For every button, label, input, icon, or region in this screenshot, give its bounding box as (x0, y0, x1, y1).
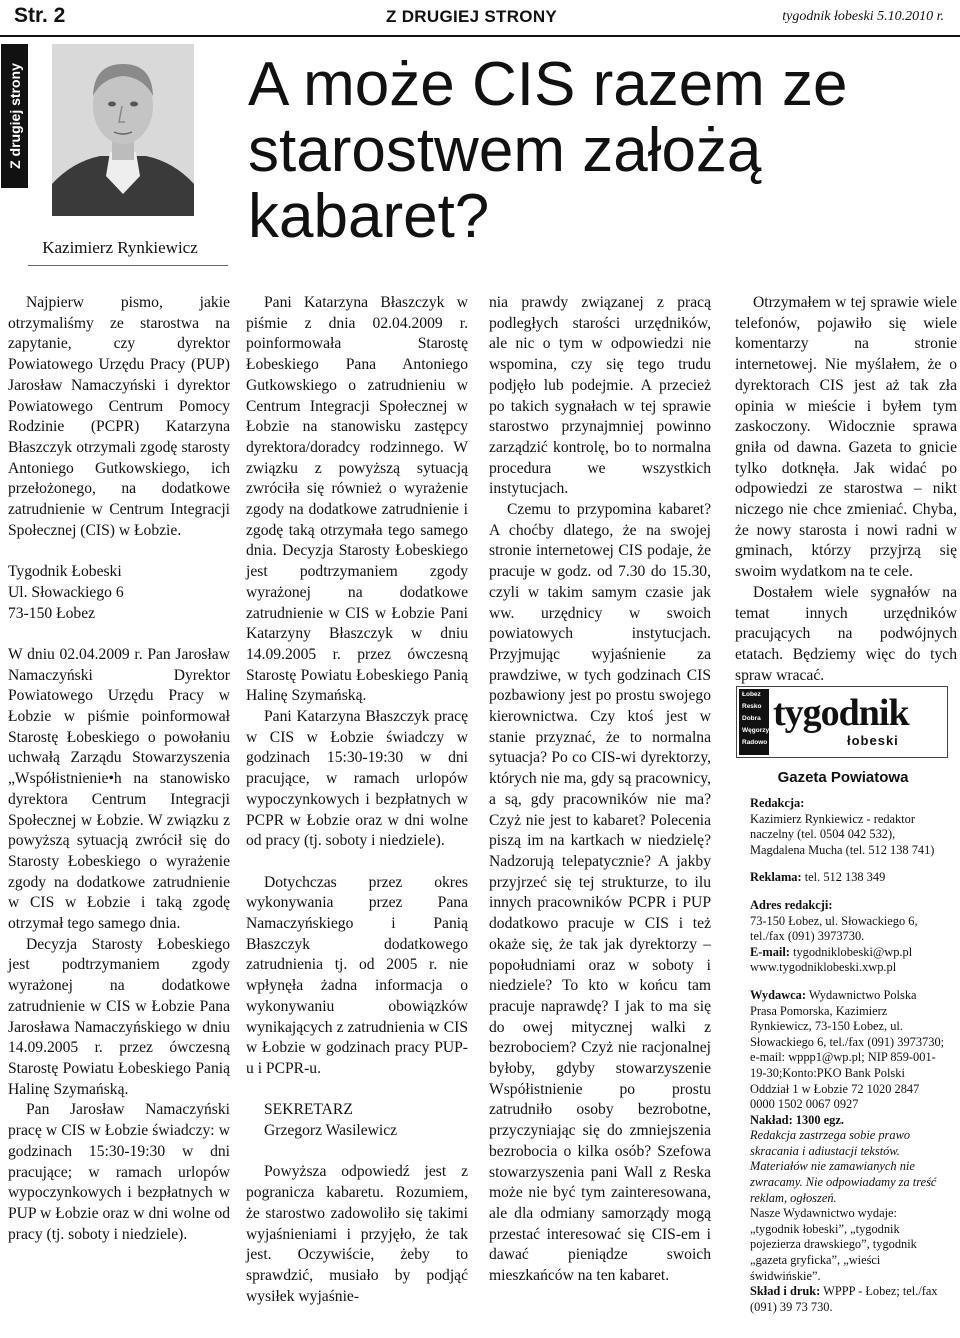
paragraph: Najpierw pismo, jakie otrzymaliśmy ze starostwa na zapytanie, czy dyrektor Powiatowego Urzędu Pracy (PUP) Jarosław Namaczyński i dyrektor Powiatowego Centrum Pomocy Rodzinie (PCPR) Katarzyna Błaszczyk otrzymali zgodę starosty Antoniego Gutkowskiego, ich przełożonego, na dodatkowe zatrudnienie w Centrum Integracji Społecznej (CIS) w Łobzie. (8, 294, 230, 539)
imprint-title: Gazeta Powiatowa (777, 769, 909, 786)
author-photo (52, 44, 194, 216)
imprint-box (734, 686, 952, 1334)
article-column-3 (489, 293, 711, 1287)
page-number: Str. 2 (14, 4, 66, 27)
address-line: 73-150 Łobez (8, 604, 96, 622)
reklama-text: tel. 512 138 349 (804, 870, 886, 885)
signature-name: Grzegorz Wasilewicz (264, 1122, 398, 1140)
logo-town: Resko (742, 703, 762, 710)
paragraph: Dotychczas przez okres wykonywania przez Pana Namaczyńskiego i Panią Błaszczyk dodatkowego zatrudnienia tj. od 2005 r. nie wpłynęła żadna informacja o wykonywaniu obowiązków wynikających z zatrudnienia w CIS w Łobzie w godzinach pracy PUP-u i PCPR-u. (246, 873, 468, 1077)
logo-subtitle: łobeski (847, 733, 899, 748)
section-title: Z DRUGIEJ STRONY (386, 7, 558, 26)
email-text: tygodniklobeski@wp.pl (793, 944, 913, 959)
article-column-2 (246, 293, 468, 1307)
article-headline: A może CIS razem ze starostwem założą kabaret? (248, 50, 848, 251)
naklad: Nakład: 1300 egz. (750, 1112, 844, 1127)
paragraph: Pan Jarosław Namaczyński pracę w CIS w Łobzie świadczy: w godzinach 15:30-19:30 w dni pracujące; w ramach urlopów wypoczynkowych i bezpłatnych w PUP w Łobzie oraz w dni wolne od pracy (tj. soboty i niedziele). (8, 1101, 230, 1243)
issue-date: tygodnik łobeski 5.10.2010 r. (782, 9, 944, 24)
wydawca-text: Wydawnictwo Polska Prasa Pomorska, Kazimierz Rynkiewicz, 73-150 Łobez, ul. Słowackiego 6, tel./fax (091) 3973730; e-mail: wppp1@wp.pl; NIP 859-001-19-30;Konto:PKO Bank Polski Oddział 1 w Łobzie 72 1020 2847 0000 1502 0067 0927 (750, 987, 945, 1112)
website-link: www.tygodniklobeski.xwp.pl (750, 960, 897, 975)
imprint-body (750, 796, 946, 1315)
column-tab-label: Z drugiej strony (6, 63, 23, 169)
paragraph: Pani Katarzyna Błaszczyk pracę w CIS w Łobzie świadczy w godzinach 15:30-19:30 w dni pracujące, w ramach urlopów wypoczynkowych i bezpłatnych w PCPR w Łobzie oraz w dni wolne od pracy (tj. soboty i niedziele). (246, 708, 468, 850)
paragraph: Dostałem wiele sygnałów na temat innych urzędników pracujących na podwójnych etatach. Będziemy więc do tych spraw wracać. (735, 583, 957, 684)
adres-label: Adres redakcji: (750, 897, 833, 912)
newspaper-logo (736, 686, 948, 758)
header-rule (0, 35, 960, 37)
logo-town-list (739, 689, 784, 755)
redakcja-text: Kazimierz Rynkiewicz - redaktor naczelny (tel. 0504 042 532), Magdalena Mucha (tel. 512 138 741) (750, 811, 935, 857)
logo-town: Łobez (742, 691, 761, 698)
article-column-1 (8, 293, 230, 1245)
redakcja-label: Redakcja: (750, 796, 805, 810)
druk-label: Skład i druk: (750, 1284, 821, 1299)
address-line: Tygodnik Łobeski (8, 563, 122, 581)
paragraph: W dniu 02.04.2009 r. Pan Jarosław Namaczyński Dyrektor Powiatowego Urzędu Pracy w Łobzie w piśmie poinformował Starostę Łobeskiego o powołaniu uchwałą Zarządu Stowarzyszenia „Współistnienie•h na stanowisko dyrektora Centrum Integracji Społecznej w Łobzie. W związku z powyższą sytuacją zwrócił się do Starosty Łobeskiego o wyrażenie zgody na dodatkowe zatrudnienie w CIS w Łobzie i taką zgodę otrzymał tego samego dnia. (8, 645, 230, 933)
logo-town: Węgorzyno (742, 727, 778, 734)
article-column-4 (735, 293, 957, 686)
reklama-label: Reklama: (750, 870, 802, 885)
paragraph: Otrzymałem w tej sprawie wiele telefonów, pojawiło się wiele komentarzy na stronie internetowej. Nie myślałem, że o dyrektorach CIS jest aż tak zła opinia w mieście i byłem tym zaskoczony. Widocznie sprawa gniła od dawna. Gazeta to gnicie tylko dotknęła. Jak widać po odpowiedzi ze starostwa – nikt niczego nie chce zmieniać. Chyba, że nowy starosta i nowi radni w gminach, którzy przyjrzą się swoim wydatkom na te cele. (735, 294, 957, 581)
paragraph: Decyzja Starosty Łobeskiego jest podtrzymaniem zgody wyrażonej na dodatkowe zatrudnienie w CIS w Łobzie Pana Jarosława Namaczyńskiego w dniu 14.09.2005 r. przez ówczesną Starostę Powiatu Łobeskiego Panią Halinę Szymańską. (8, 935, 230, 1098)
paragraph: nia prawdy związanej z pracą podległych starości urzędników, ale nic o tym w odpowiedzi nie wspomina, czy się tego trudu podjęło lub podejmie. A przecież po takich sygnałach w tej sprawie starostwo przynajmniej powinno zarządzić kontrolę, bo to normalna procedura we wszystkich instytucjach. (489, 294, 711, 498)
druk-text: WPPP - Łobez; tel./fax (091) 39 73 730. (750, 1284, 938, 1314)
wydawca-label: Wydawca: (750, 987, 806, 1002)
signature-title: SEKRETARZ (264, 1101, 353, 1119)
address-line: Ul. Słowackiego 6 (8, 583, 124, 601)
adres-text: 73-150 Łobez, ul. Słowackiego 6, tel./fax (091) 3973730. (750, 913, 918, 944)
author-name: Kazimierz Rynkiewicz (42, 238, 198, 257)
logo-town: Radowo Małe (742, 739, 784, 746)
author-rule (28, 265, 228, 266)
disclaimer: Redakcja zastrzega sobie prawo skracania i adiustacji tekstów. Materiałów nie zamawianych nie zwracamy. Nie odpowiadamy za treść reklam, ogłoszeń. (750, 1128, 937, 1205)
logo-town: Dobra (742, 715, 761, 722)
paragraph: Czemu to przypomina kabaret? A choćby dlatego, że na swojej stronie internetowej CIS podaje, że pracuje w godz. od 7.30 do 15.30, czyli w takim samym czasie jak ww. urzędnicy w swoich powiatowych instytucjach. Przyjmując wyjaśnienie za prawdziwe, w tych godzinach CIS pozbawiony jest po prostu swojego kierownictwa. Czy ktoś jest w stanie przyznać, że to normalna sytuacja? Po co CIS-wi dyrektorzy, których nie ma, gdy są pracownicy, a są, gdy pracowników nie ma? Czyż nie jest to kabaret? Polecenia piszą im na kartkach w niedzielę? Nadzorują telepatycznie? A jakby przyjrzeć się tej strukturze, to ilu innych pracowników PCPR i PUP dodatkowo pracuje w CIS i też okaże się, że tak jak dyrektorzy – popołudniami oraz w soboty i niedziele? To kto w końcu tam pracuje naprawdę? I jak to ma się do owej mitycznej walki z bezrobociem? Czyż nie racjonalnej byłoby, gdyby stowarzyszenie Współistnienie po prostu zatrudniło osoby bezrobotne, przyczyniając się do zmniejszenia bezrobocia o kilka osób? Szefowa stowarzyszenia pani Wall z Reska może nie być tym zainteresowana, ale dla odmiany samorządy mogą przestać interesować się CIS-em i dawać pieniądze swoich mieszkańców na ten kabaret. (489, 501, 711, 1285)
email-label: E-mail: (750, 944, 790, 959)
column-tab (1, 44, 28, 188)
page-header (0, 0, 960, 36)
paragraph: Powyższa odpowiedź jest z pogranicza kabaretu. Rozumiem, że starostwo zadowoliło się takimi wyjaśnieniami i przyjęło, że tak jest. Oczywiście, żeby to sprawdzić, musiało by podjąć wysiłek wyjaśnie- (246, 1163, 468, 1305)
logo-title: tygodnik (773, 692, 909, 734)
paragraph: Pani Katarzyna Błaszczyk w piśmie z dnia 02.04.2009 r. poinformowała Starostę Łobeskiego Pana Antoniego Gutkowskiego o zatrudnieniu w Centrum Integracji Społecznej w Łobzie na stanowisku zastępcy dyrektora/doradcy rodzinnego. W związku z powyższą sytuacją zwróciła się również o wyrażenie zgody na dodatkowe zatrudnienie i zgodę taką otrzymała tego samego dnia. Decyzja Starosty Łobeskiego jest podtrzymaniem zgody wyrażonej na dodatkowe zatrudnienie w CIS w Łobzie Pani Katarzyny Błaszczyk w dniu 14.09.2005 r. przez ówczesną Starostę Powiatu Łobeskiego Panią Halinę Szymańską. (246, 294, 468, 705)
other-titles: Nasze Wydawnictwo wydaje: „tygodnik łobeski”, „tygodnik pojezierza drawskiego”, tygodnik „gazeta gryficka”, „wieści świdwińskie”. (750, 1206, 917, 1283)
